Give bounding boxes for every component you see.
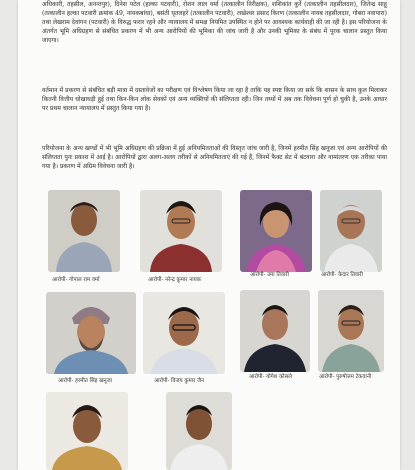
accused-photo bbox=[140, 190, 222, 272]
accused-photo bbox=[240, 290, 310, 372]
accused-photo bbox=[46, 392, 128, 470]
accused-caption: आरोपी- पुरुषोत्तम टेकवानी bbox=[319, 374, 372, 380]
accused-caption: आरोपी- उमा तिवारी bbox=[250, 272, 289, 278]
paragraph-intro: अधिकारी, तहसील, अनन्तपुर), दिनेश पटेल (हल्का पटवारी), रोशन लाल वर्मा (तत्कालीन निरीक्षक), शशिकांत कुर्रे (तत्कालीन तहसीलदार), जितेन्द्र साहू (तत्कालीन हल्का पटवारी क्रमांक 49, नायकबांधा), बसंती घृतलहरे (तत्कालीन पटवारी), लखेश्वर प्रसाद किरण (तत्कालीन नायब तहसीलदार, गोबरा नवापारा) तथा लेखराम देवांगन (पटवारी) के विरुद्ध फरार रहने और न्यायालय में समक्ष नियमित उपस्थित न होने पर आवश्यक कार्यवाही की जा रही है। इस परियोजना के अंतर्गत भूमि अधिग्रहण से संबंधित प्रकरण में भी अन्य आरोपियों की भूमिका की जांच जारी है और उनकी भूमिका के संबंध में पूरक चालान प्रस्तुत किया जाएगा। bbox=[42, 1, 387, 44]
accused-photo bbox=[320, 190, 382, 272]
accused-caption: आरोपी- हरमीत सिंह खनूजा bbox=[58, 378, 112, 384]
accused-photo bbox=[166, 392, 232, 470]
accused-photo bbox=[48, 190, 120, 272]
accused-photo bbox=[143, 292, 225, 374]
accused-caption: आरोपी- योगेश कोसले bbox=[249, 374, 292, 380]
paragraph-further-probe: परियोजना के अन्य खण्डों में भी भूमि अधिग्रहण की प्रक्रिया में हुई अनियमितताओं की विस्तृत जांच जारी है, जिनमें हरमीत सिंह खनूजा एवं अन्य आरोपियों की संलिप्तता पुनः प्रकाश में आई है। आरोपियों द्वारा अलग-अलग तरीकों से अनियमितताएं की गई हैं, जिनमें फैक्ट सेट में बंटवारा और नामांतरण एक तरीका पाया गया है। प्रकरण में अग्रिम विवेचना जारी है। bbox=[42, 145, 387, 170]
accused-photo bbox=[240, 190, 312, 272]
accused-caption: आरोपी- नरेन्द्र कुमार नायक bbox=[148, 277, 201, 283]
paragraph-investigation: वर्तमान में प्रकरण से संबंधित बड़ी मात्रा में दस्तावेजों का परीक्षण एवं विश्लेषण किया जा रहा है ताकि यह स्पष्ट किया जा सके कि शासन के साथ कुल मिलाकर कितनी वित्तीय धोखाधड़ी हुई तथा किन-किन लोक सेवकों एवं अन्य व्यक्तियों की संलिप्तता रही। जिन तथ्यों में अब तक विवेचना पूर्ण हो चुकी है, उनके आधार पर प्रथम चालान न्यायालय में प्रस्तुत किया गया है। bbox=[42, 87, 387, 112]
accused-caption: आरोपी- विजय कुमार जैन bbox=[154, 378, 205, 384]
accused-caption: आरोपी- केदार तिवारी bbox=[321, 272, 363, 278]
accused-photo bbox=[46, 292, 136, 374]
accused-caption: आरोपी- गोपाल राम वर्मा bbox=[52, 277, 100, 283]
accused-photo bbox=[318, 290, 384, 372]
document-page bbox=[18, 0, 400, 470]
